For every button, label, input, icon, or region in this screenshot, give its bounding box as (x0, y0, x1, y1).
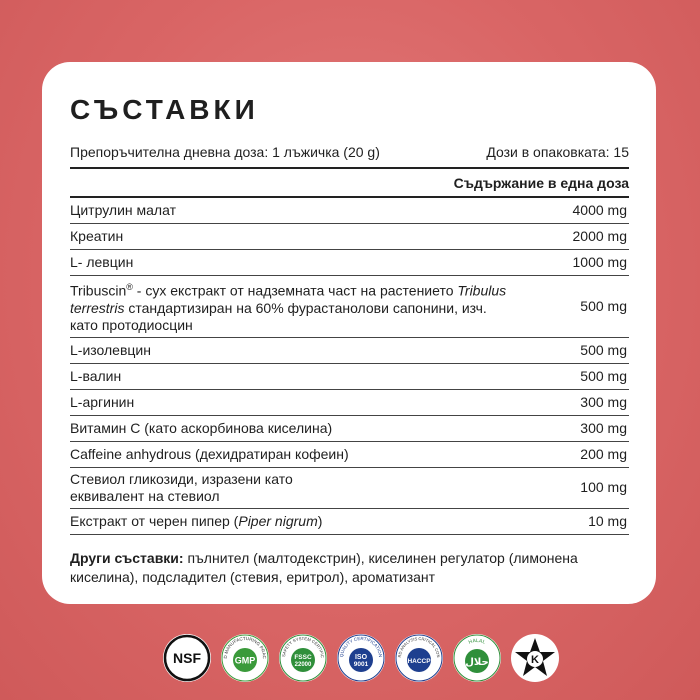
description-part: - сух екстракт от надземната част на растението (132, 282, 458, 299)
column-header-amount: Съдържание в една доза (453, 175, 629, 191)
gmp-label: GMP (234, 655, 256, 666)
iso-badge-icon (337, 634, 385, 682)
ingredient-amount: 500 mg (580, 367, 627, 384)
servings-per-container: Дози в опаковката: 15 (486, 144, 629, 160)
description-part: стандартизиран на 60% фурастанолови сапонини, изч. като протодиосцин (70, 299, 487, 333)
iso-ring-text: QUALITY CERTIFICATION (338, 635, 384, 658)
nsf-badge-icon (163, 634, 211, 682)
ingredient-name: L- левцин (70, 254, 134, 270)
ingredient-name: Витамин С (като аскорбинова киселина) (70, 419, 333, 436)
fssc-line2: 22000 (294, 662, 312, 668)
dose-line (70, 141, 629, 163)
other-ingredients-label: Други съставки: (70, 549, 184, 566)
ingredient-name: L-аргинин (70, 393, 135, 410)
certification-badges (163, 634, 559, 682)
ingredient-amount: 200 mg (580, 445, 627, 462)
table-row (70, 442, 629, 468)
brand-name: Tribuscin (70, 282, 127, 299)
ingredient-amount: 1000 mg (572, 254, 627, 270)
ingredient-amount: 300 mg (580, 419, 627, 436)
haccp-label: HACCP (407, 658, 431, 665)
ingredient-name: Стевиол гликозиди, изразени като еквивалент на стевиол (70, 470, 293, 504)
ingredient-amount: 2000 mg (572, 228, 627, 244)
ingredient-name: Креатин (70, 228, 124, 244)
ingredient-amount: 300 mg (580, 393, 627, 410)
ingredient-name (70, 279, 527, 334)
latin-name: Piper nigrum (238, 512, 318, 529)
registered-mark: ® (126, 282, 133, 292)
table-row (70, 509, 629, 535)
kosher-badge-icon (511, 634, 559, 682)
other-ingredients (70, 549, 629, 587)
ingredients-card (42, 62, 656, 604)
table-row (70, 364, 629, 390)
fssc-line1: FSSC (294, 654, 312, 661)
halal-arabic: حلال (465, 657, 489, 668)
table-row (70, 276, 629, 338)
page-title: СЪСТАВКИ (70, 94, 259, 125)
kosher-label: K (531, 654, 539, 666)
iso-line1: ISO (354, 654, 368, 661)
latin-name: Tribulus terrestris (70, 282, 507, 316)
halal-badge-icon (453, 634, 501, 682)
haccp-badge-icon (395, 634, 443, 682)
ingredient-amount: 4000 mg (572, 202, 627, 218)
gmp-badge-icon (221, 634, 269, 682)
table-row (70, 198, 629, 224)
iso-line2: 9001 (353, 661, 369, 668)
ingredient-amount: 500 mg (580, 341, 627, 358)
table-row (70, 468, 629, 509)
name-part: ) (317, 512, 323, 529)
ingredient-name (70, 513, 527, 530)
table-row (70, 250, 629, 276)
nsf-label: NSF (173, 650, 201, 666)
other-ingredients-text: пълнител (малтодекстрин), киселинен регулатор (лимонена киселина), подсладител (стевия, еритрол), ароматизант (70, 549, 578, 585)
halal-ring-text: HALAL (467, 637, 487, 646)
table-row (70, 416, 629, 442)
ingredient-name: L-валин (70, 367, 122, 384)
ingredients-table (70, 169, 629, 535)
ingredient-name: Caffeine anhydrous (дехидратиран кофеин) (70, 445, 349, 462)
fssc-ring-text: SAFETY SYSTEM CERTIFIC (280, 636, 326, 659)
table-row (70, 390, 629, 416)
ingredient-name: Цитрулин малат (70, 202, 176, 218)
haccp-ring-text: RD ANALYSIS CRITICAL CON (396, 635, 442, 658)
table-row (70, 338, 629, 364)
name-part: Екстракт от черен пипер ( (70, 512, 239, 529)
table-row (70, 224, 629, 250)
ingredient-amount: 10 mg (588, 512, 627, 529)
recommended-dose: Препоръчителна дневна доза: 1 лъжичка (20 g) (70, 144, 380, 160)
ingredient-amount: 500 mg (580, 297, 627, 314)
gmp-ring-text: D MANUFACTURING PRAC (222, 635, 268, 659)
fssc-badge-icon (279, 634, 327, 682)
ingredient-amount: 100 mg (580, 479, 627, 496)
ingredient-name: L-изолевцин (70, 341, 151, 358)
table-header (70, 169, 629, 198)
